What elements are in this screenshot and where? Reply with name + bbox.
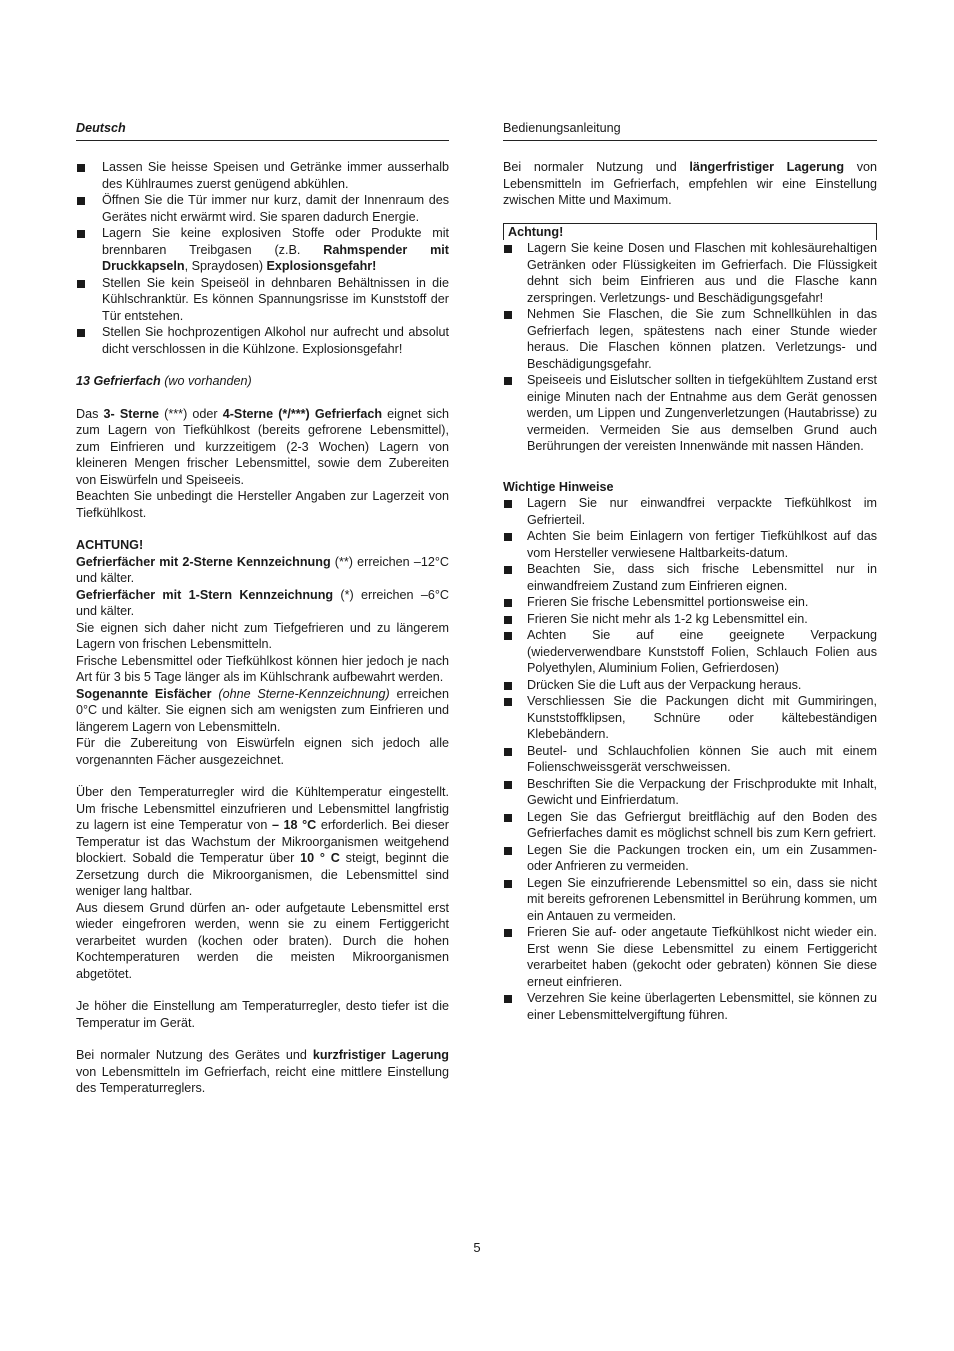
list-item: Drücken Sie die Luft aus der Verpackung heraus. (503, 677, 877, 694)
list-item: Achten Sie auf eine geeignete Verpackung (wiederverwendbare Kunststoff Folien, Schlauch Folien aus Polyethylen, Aluminium Folien, Gefrierdosen) (503, 627, 877, 677)
warning-2-star: Gefrierfächer mit 2-Sterne Kennzeichnung (**) erreichen –12°C und kälter. (76, 554, 449, 585)
list-item: Legen Sie die Packungen trocken ein, um ein Zusammen- oder Anfrieren zu vermeiden. (503, 842, 877, 875)
achtung-list (503, 240, 877, 455)
list-item: Beschriften Sie die Verpackung der Frischprodukte mit Inhalt, Gewicht und Einfrierdatum. (503, 776, 877, 809)
temperature-paragraph-2: Aus diesem Grund dürfen an- oder aufgetaute Lebensmittel erst wieder eingefroren werden, wenn sie zu einem Fertiggericht verarbeitet wurden (kochen oder braten). Durch die hohen Kochtemperaturen werden die meisten Mikroorganismen abgetötet. (76, 900, 449, 981)
list-item: Öffnen Sie die Tür immer nur kurz, damit der Innenraum des Gerätes nicht erwärmt wird. Sie sparen dadurch Energie. (76, 192, 449, 225)
achtung-box-title: Achtung! (503, 223, 877, 241)
list-item: Frieren Sie frische Lebensmittel portionsweise ein. (503, 594, 877, 611)
achtung-heading: ACHTUNG! (76, 538, 144, 552)
list-item: Verzehren Sie keine überlagerten Lebensmittel, sie können zu einer Lebensmittelvergiftung führen. (503, 990, 877, 1023)
regulator-paragraph: Je höher die Einstellung am Temperaturregler, desto tiefer ist die Temperatur im Gerät. (76, 999, 449, 1030)
list-item: Lagern Sie keine Dosen und Flaschen mit kohlesäurehaltigen Getränken oder Flüssigkeiten im Gefrierfach. Die Flüssigkeit dehnt sich beim Einfrieren aus und die Flasche kann zerspringen. Verletzungs- und Beschädigungsgefahr! (503, 240, 877, 306)
list-item: Beachten Sie, dass sich frische Lebensmittel nur in einwandfreiem Zustand zum Einfrieren eignen. (503, 561, 877, 594)
list-item: Lagern Sie nur einwandfrei verpackte Tiefkühlkost im Gefrierteil. (503, 495, 877, 528)
list-item: Legen Sie einzufrierende Lebensmittel so ein, dass sie nicht mit bereits gefrorenen Lebensmittel in Berührung kommen, um ein Antauen zu vermeiden. (503, 875, 877, 925)
list-item: Nehmen Sie Flaschen, die Sie zum Schnellkühlen in das Gefrierfach legen, spätestens nach einer Stunde wieder heraus. Die Flaschen können platzen. Verletzungs- und Beschädigungsgefahr. (503, 306, 877, 372)
temperature-paragraph: Über den Temperaturregler wird die Kühltemperatur eingestellt. Um frische Lebensmittel einzufrieren und Lebensmittel langfristig zu lagern ist eine Temperatur von – 18 °C erforderlich. Bei dieser Temperatur ist das Wachstum der Mikroorganismen weitgehend blockiert. Sobald die Temperatur über 10 ° C steigt, beginnt die Zersetzung durch die Mikroorganismen, die Lebensmittel sind weniger lang haltbar. (76, 785, 449, 898)
left-column (76, 120, 449, 1097)
header-manual: Bedienungsanleitung (503, 120, 877, 141)
list-item: Beutel- und Schlauchfolien können Sie auch mit einem Folienschweissgerät verschweissen. (503, 743, 877, 776)
warning-ice-compartment: Sogenannte Eisfächer (ohne Sterne-Kennzeichnung) erreichen 0°C und kälter. Sie eignen sich am wenigsten zum Einfrieren und längerem Lagern von Lebensmitteln. (76, 686, 449, 734)
warning-text: Sie eignen sich daher nicht zum Tiefgefrieren und zu längerem Lagern von frischen Lebensmitteln. (76, 620, 449, 651)
list-item: Speiseeis und Eislutscher sollten in tiefgekühltem Zustand erst einige Minuten nach der Entnahme aus dem Gerät genossen werden, um Lippen und Zungenverletzungen (Hautabrisse) zu vermeiden. Vermeiden Sie aus demselben Grund auch Berührungen der vereisten Innenwände mit nassen Händen. (503, 372, 877, 455)
long-storage-paragraph: Bei normaler Nutzung und längerfristiger Lagerung von Lebensmitteln im Gefrierfach, empfehlen wir eine Einstellung zwischen Mitte und Maximum. (503, 160, 878, 207)
intro-paragraph-2: Beachten Sie unbedingt die Hersteller Angaben zur Lagerzeit von Tiefkühlkost. (76, 489, 449, 520)
hints-list (503, 495, 877, 1023)
intro-paragraph: Das 3- Sterne (***) oder 4-Sterne (*/***) Gefrierfach eignet sich zum Lagern von Tiefkühlkost (bereits gefrorene Lebensmittel), zum Einfrieren und kurzzeitigem (2-3 Wochen) Lagern von kleineren Mengen frischer Lebensmittel, sowie dem Zubereiten von Eiswürfeln und Speiseeis. (76, 406, 449, 487)
safety-list (76, 159, 449, 357)
list-item: Stellen Sie kein Speiseöl in dehnbaren Behältnissen in die Kühlschranktür. Es können Spannungsrisse im Kunststoff der Tür entstehen. (76, 275, 449, 325)
warning-text: Frische Lebensmittel oder Tiefkühlkost können hier jedoch je nach Art für 3 bis 5 Tage länger als im Kühlschrank aufbewahrt werden. (76, 653, 449, 684)
list-item: Legen Sie das Gefriergut breitflächig auf den Boden des Gefrierfaches damit es möglichst schnell bis zum Kern gefriert. (503, 809, 877, 842)
warning-text: Für die Zubereitung von Eiswürfeln eignen sich jedoch alle vorgenannten Fächer ausgezeichnet. (76, 736, 449, 767)
section-title: 13 Gefrierfach (wo vorhanden) (76, 374, 252, 388)
warning-1-star: Gefrierfächer mit 1-Stern Kennzeichnung (*) erreichen –6°C und kälter. (76, 587, 449, 618)
list-item: Achten Sie beim Einlagern von fertiger Tiefkühlkost auf das vom Hersteller verwiesene Haltbarkeits-datum. (503, 528, 877, 561)
short-storage-paragraph: Bei normaler Nutzung des Gerätes und kurzfristiger Lagerung von Lebensmitteln im Gefrierfach, reicht eine mittlere Einstellung des Temperaturreglers. (76, 1048, 449, 1095)
list-item: Frieren Sie auf- oder angetaute Tiefkühlkost nicht wieder ein. Erst wenn Sie diese Lebensmittel zu einem Fertiggericht verarbeitet haben (gekocht oder gebraten) können Sie diese erneut einfrieren. (503, 924, 877, 990)
hints-heading: Wichtige Hinweise (503, 479, 614, 494)
list-item: Frieren Sie nicht mehr als 1-2 kg Lebensmittel ein. (503, 611, 877, 628)
list-item: Lagern Sie keine explosiven Stoffe oder Produkte mit brennbaren Treibgasen (z.B. Rahmspender mit Druckkapseln, Spraydosen) Explosionsgefahr! (76, 225, 449, 275)
list-item: Lassen Sie heisse Speisen und Getränke immer ausserhalb des Kühlraumes zuerst genügend abkühlen. (76, 159, 449, 192)
page-number: 5 (473, 1240, 481, 1255)
list-item: Stellen Sie hochprozentigen Alkohol nur aufrecht und absolut dicht verschlossen in die Kühlzone. Explosionsgefahr! (76, 324, 449, 357)
right-column (503, 120, 877, 1023)
header-language: Deutsch (76, 120, 449, 141)
list-item: Verschliessen Sie die Packungen dicht mit Gummiringen, Kunststoffklipsen, Schnüre oder kältebeständigen Klebebändern. (503, 693, 877, 743)
